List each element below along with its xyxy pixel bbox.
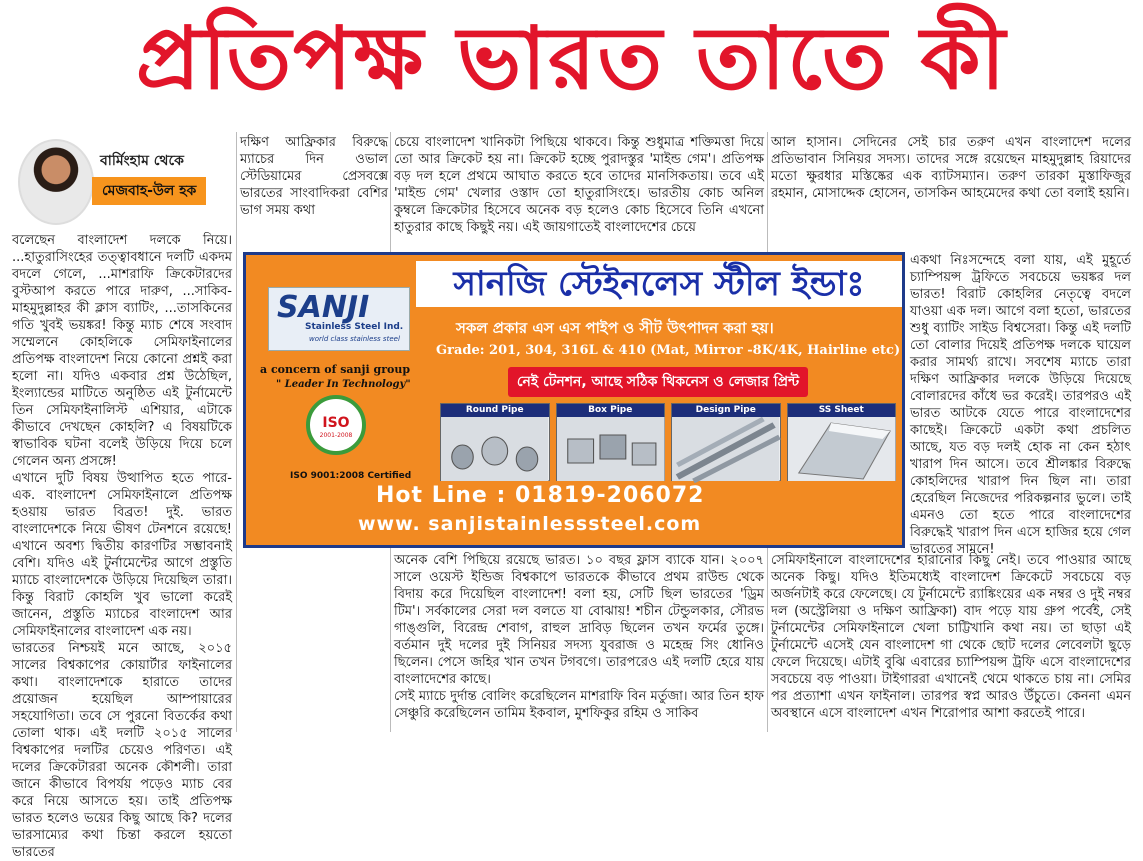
author-avatar [18, 139, 94, 225]
ad-banner: নেই টেনশন, আছে সঠিক থিকনেস ও লেজার প্রিন্ট [508, 367, 808, 397]
product-design-pipe [671, 403, 781, 481]
article-column-3 [394, 134, 764, 250]
product-strip [440, 403, 896, 481]
ss-sheet-icon [788, 417, 896, 481]
column-divider [236, 132, 237, 732]
byline [12, 135, 232, 230]
seal-year: 2001-2008 [319, 432, 353, 439]
product-ss-sheet [787, 403, 897, 481]
ad-company-name: সানজি স্টেইনলেস স্টীল ইন্ডাঃ [416, 261, 902, 307]
article-column-2 [240, 134, 388, 250]
paragraph: আল হাসান। সেদিনের সেই চার তরুণ এখন বাংলাদেশ দলের প্রতিভাবান সিনিয়র সদস্য। তাদের সঙ্গে রয়েছেন মাহমুদুল্লাহ রিয়াদের মতো ক্ষুরধার মস্তিষ্কের এক ব্যাটসম্যান। তরুণ তারকা মুস্তাফিজুর রহমান, মোসাদ্দেক হোসেন, তাসকিন আহমেদের কথা তো বলাই হয়নি। [771, 135, 1131, 201]
product-box-pipe [556, 403, 666, 481]
logo-tagline: world class stainless steel [309, 335, 400, 343]
ad-concern: a concern of sanji group [260, 363, 411, 376]
headline: প্রতিপক্ষ ভারত তাতে কী [135, 9, 1008, 109]
iso-seal-icon [306, 395, 366, 455]
paragraph: দক্ষিণ আফ্রিকার বিরুদ্ধে ম্যাচের দিন ওভাল স্টেডিয়ামের প্রেসবক্সে ভারতের সাংবাদিকরা বেশির ভাগ সময় কথা [240, 135, 388, 218]
paragraph: এখানে দুটি বিষয় উত্থাপিত হতে পারে- এক. বাংলাদেশ সেমিফাইনালে প্রতিপক্ষ হওয়ায় ভারত বিব্রত! দুই. ভারত বাংলাদেশকে নিয়ে ভীষণ টেনশনে রয়েছে! এখানে অবশ্য দ্বিতীয় কারণটির সম্ভাবনাই বেশি। যদিও এই টুর্নামেন্টের আগে প্রস্তুতি ম্যাচে বাংলাদেশকে উড়িয়ে দিয়েছিল তারা। কিন্তু বিরাট কোহলি খুব ভালো করেই জানেন, প্রস্তুতি ম্যাচের বাংলাদেশ আর সেমিফাইনালের বাংলাদেশ এক নয়। [12, 471, 232, 639]
article-column-4 [771, 134, 1131, 250]
paragraph: ভারতের নিশ্চয়ই মনে আছে, ২০১৫ সালের বিশ্বকাপের কোয়ার্টার ফাইনালের কথা। বাংলাদেশকে হারাতে তাদের প্রয়োজন হয়েছিল আম্পায়ারের সহযোগিতা। তবে সে পুরনো বিতর্কের কথা তোলা থাক। এই দলটি ২০১৫ সালের বিশ্বকাপের দলটির চেয়েও পরিণত। এই দলের ক্রিকেটাররা অনেক কৌশলী। তারা জানে কীভাবে বিপর্যয় পড়েও ম্যাচ বের করে নিয়ে আসতে হয়। তাই প্রতিপক্ষ ভারত হলেও ভয়ের কিছু আছে কি? দলের ভারসাম্যের কথা চিন্তা করলে হয়তো ভারতের [12, 641, 232, 860]
paragraph: সেমিফাইনালে বাংলাদেশের হারানোর কিছু নেই। তবে পাওয়ার আছে অনেক কিছু। যদিও ইতিমধ্যেই বাংলাদেশ ক্রিকেটে সবচেয়ে বড় অর্জনটাই করে ফেলেছে। যে টুর্নামেন্টে র‌্যাঙ্কিংয়ের এক নম্বর ও দুই নম্বর দল (অস্ট্রেলিয়া ও দক্ষিণ আফ্রিকা) বাদ পড়ে যায় গ্রুপ পর্বেই, সেই টুর্নামেন্টের সেমিফাইনালে খেলা চাট্টিখানি কথা নয়। তা ছাড়া এই টুর্নামেন্টে এসেই যেন বাংলাদেশ গা থেকে ছোট দলের লেবেলটা ছুড়ে ফেলে দিয়েছে। এটাই বুঝি এবারের চ্যাম্পিয়ন্স ট্রফি এসে বাংলাদেশের সবচেয়ে বড় পাওয়া। টাইগাররা এখানেই থেমে থাকতে চায় না। সেমির পর প্রত্যাশা এখন ফাইনাল। তারপর স্বপ্ন আরও উঁচুতে। কেননা এমন অবস্থানে এসে বাংলাদেশ এখন শিরোপার আশা করতেই পারে। [771, 553, 1131, 721]
article-column-1 [12, 232, 232, 860]
byline-location: বার্মিংহাম থেকে [100, 153, 184, 169]
byline-author: মেজবাহ-উল হক [92, 177, 206, 205]
design-pipe-icon [672, 417, 780, 481]
paragraph: বলেছেন বাংলাদেশ দলকে নিয়ে। ...হাতুরাসিংহের তত্ত্বাবধানে দলটি একদম বদলে গেলে, ...মাশরাফি ক্রিকেটারদের বুস্টআপ করতে পারে দারুণ, ...সাকিব-মাহমুদুল্লাহর কী ক্লাস ব্যাটিং, ...তাসকিনের গতি খুবই ভয়ঙ্কর! কিন্তু ম্যাচ শেষে সংবাদ সম্মেলনে কোহলিকে সেমিফাইনালের প্রতিপক্ষ বাংলাদেশ নিয়ে কোনো প্রশ্নই করা হলো না। যদিও একবার প্রশ্ন উঠেছিল, ইংল্যান্ডের মাটিতে অনুষ্ঠিত এই টুর্নামেন্টে তিন সেমিফাইনালিস্ট এশিয়ার, এটাকে কীভাবে দেখছেন কোহলি? এ বিষয়টিকে স্বাভাবিক ঘটনা বলেই উড়িয়ে দিয়ে চলে গেলেন অন্য প্রসঙ্গে! [12, 233, 232, 469]
product-round-pipe [440, 403, 550, 481]
paragraph: একথা নিঃসন্দেহে বলা যায়, এই মুহূর্তে চ্যাম্পিয়ন্স ট্রফিতে সবচেয়ে ভয়ঙ্কর দল ভারত! বিরাট কোহলির নেতৃত্বে বদলে যাওয়া এক দল। আগে বলা হতো, ভারতের শুধু ব্যাটিং সাইড বিশ্বসেরা। কিন্তু এই দলটি তো বোলার দিয়েই প্রতিপক্ষ দলকে ঘায়েল করার সামর্থ্য রাখে। সবশেষ ম্যাচে তারা দক্ষিণ আফ্রিকার দলকে উড়িয়ে দিয়েছে বোলারদের কাঁধে ভর করেই। তারপরও এই ভারত আটকে যেতে পারে বাংলাদেশের কাছেই। ক্রিকেটে একটা কথা প্রচলিত আছে, যত বড় দলই হোক না কেন হঠাৎ খারাপ দিন আসে। তবে শ্রীলঙ্কার বিরুদ্ধে কোহলিদের খারাপ দিন ছিল না। তারা হেরেছিল নিজেদের পরিকল্পনার ভুলে। তাই এমনও তো হতে পারে বাংলাদেশের বিরুদ্ধেই খারাপ দিন এসে হাজির হয়ে গেল ভারতের সামনে! [910, 253, 1131, 557]
article-column-3-continued [394, 552, 764, 732]
logo-mark: SANJI [277, 290, 370, 325]
round-pipe-icon [441, 417, 549, 481]
product-label: Round Pipe [441, 404, 549, 417]
advertisement[interactable] [243, 252, 905, 548]
paragraph: সেই ম্যাচে দুর্দান্ত বোলিং করেছিলেন মাশরাফি বিন মর্তুজা। আর তিন হাফ সেঞ্চুরি করেছিলেন তামিম ইকবাল, মুশফিকুর রহিম ও সাকিব [394, 689, 764, 721]
ad-subtitle: সকল প্রকার এস এস পাইপ ও সীট উৎপাদন করা হয়। [456, 319, 774, 337]
box-pipe-icon [557, 417, 665, 481]
ad-grade: Grade: 201, 304, 316L & 410 (Mat, Mirror -8K/4K, Hairline etc) [436, 343, 901, 358]
ad-leader: " Leader In Technology" [276, 379, 411, 390]
product-label: SS Sheet [788, 404, 896, 417]
article-column-4-side [910, 252, 1131, 557]
paragraph: অনেক বেশি পিছিয়ে রয়েছে ভারত। ১০ বছর ফ্লাস ব্যাকে যান। ২০০৭ সালে ওয়েস্ট ইন্ডিজ বিশ্বকাপে ভারতকে কীভাবে প্রথম রাউন্ড থেকে বিদায় করে দিয়েছিল বাংলাদেশ! বলা হয়, সেটি ছিল ভারতের 'ড্রিম টিম'। সর্বকালের সেরা দল বলতে যা বোঝায়! শচীন টেন্ডুলকার, সৌরভ গাঙ্গুলি, বিরেন্দ্র শেবাগ, রাহুল দ্রাবিড় ছিলেন তখন ফর্মের তুঙ্গে। বর্তমান দুই দলের দুই সিনিয়র সদস্য যুবরাজ ও মহেন্দ্র সিং ধোনিও ছিলেন। পেসে জহির খান তখন টগবগে। তারপরেও এই দলটি হেরে যায় বাংলাদেশের কাছে। [394, 553, 764, 687]
ad-hotline: Hot Line : 01819-206072 [376, 483, 705, 508]
company-logo [268, 287, 410, 351]
logo-name: Stainless Steel Ind. [305, 322, 404, 332]
paragraph: চেয়ে বাংলাদেশ খানিকটা পিছিয়ে থাকবে। কিন্তু শুধুমাত্র শক্তিমত্তা দিয়ে তো আর ক্রিকেট হয় না। ক্রিকেট হচ্ছে পুরাদস্তুর 'মাইন্ড গেম'। প্রতিপক্ষ বড় দল হলে প্রথমে আঘাত করতে হবে তাদের মানসিকতায়। তবে এই 'মাইন্ড গেম' খেলার ওস্তাদ তো হাতুরাসিংহে। ভারতীয় কোচ অনিল কুম্বলে ক্রিকেটার হিসেবে অনেক বড় হলেও কোচ হিসেবে তিনি এখনো হাতুরার কাছে কিছুই নয়। এই জায়গাতেই বাংলাদেশের চেয়ে [394, 135, 764, 235]
ad-website[interactable]: www. sanjistainlesssteel.com [358, 513, 702, 535]
iso-certification: ISO 9001:2008 Certified [290, 471, 412, 481]
product-label: Design Pipe [672, 404, 780, 417]
seal-mid: ISO [322, 415, 350, 431]
product-label: Box Pipe [557, 404, 665, 417]
article-column-4-continued [771, 552, 1131, 732]
